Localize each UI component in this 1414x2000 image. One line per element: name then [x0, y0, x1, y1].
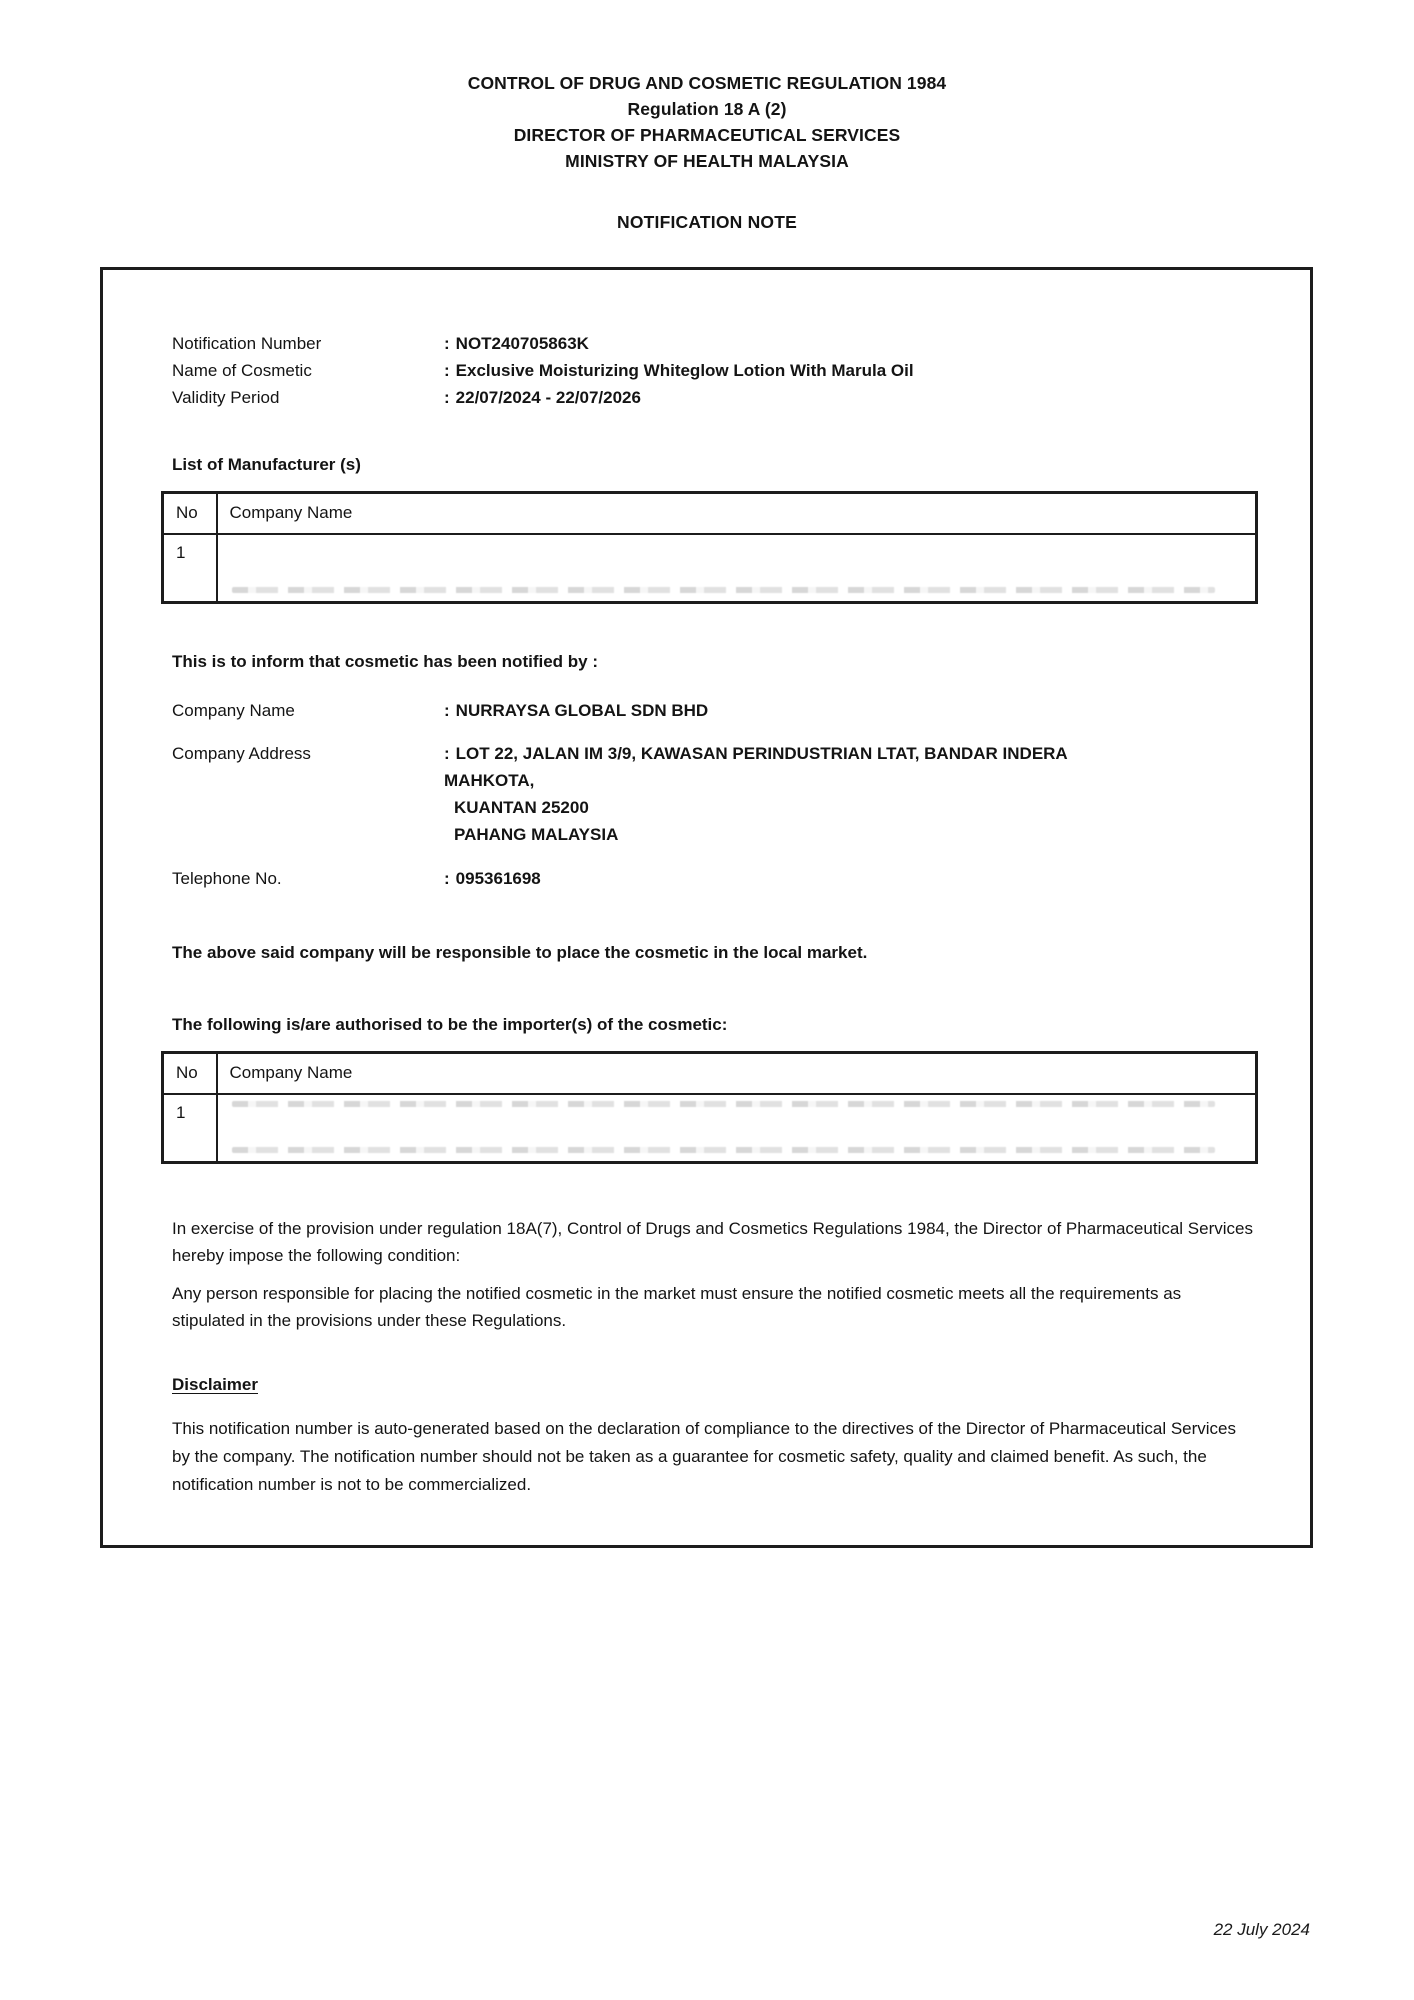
document-title: NOTIFICATION NOTE	[616, 212, 797, 232]
importer-table-header-row	[163, 1053, 1257, 1094]
header-line-ministry: MINISTRY OF HEALTH MALAYSIA	[565, 151, 849, 171]
redacted-text	[232, 587, 1216, 593]
cosmetic-name-label: Name of Cosmetic	[172, 361, 312, 380]
header-line-regulation-clause: Regulation 18 A (2)	[627, 99, 787, 119]
company-address-label: Company Address	[172, 744, 311, 763]
importer-company-header: Company Name	[217, 1053, 1257, 1094]
company-name-value: : NURRAYSA GLOBAL SDN BHD	[444, 701, 709, 720]
manufacturer-company-header: Company Name	[217, 493, 1257, 534]
notification-details	[172, 330, 1253, 411]
telephone-row	[172, 865, 1253, 892]
notified-by-intro: This is to inform that cosmetic has been notified by :	[172, 652, 598, 671]
redacted-text	[232, 1101, 1216, 1107]
validity-period-label: Validity Period	[172, 388, 280, 407]
importer-company-cell	[217, 1094, 1257, 1163]
colon: :	[444, 361, 450, 380]
address-line-1: : LOT 22, JALAN IM 3/9, KAWASAN PERINDUSTRIAN LTAT, BANDAR INDERA	[444, 744, 1068, 763]
manufacturer-table-row	[163, 534, 1257, 603]
colon: :	[444, 334, 450, 353]
document-header	[0, 0, 1414, 174]
importer-table-row	[163, 1094, 1257, 1163]
notification-number-value: : NOT240705863K	[444, 334, 589, 353]
company-name-label: Company Name	[172, 701, 295, 720]
notification-number-row	[172, 330, 1253, 357]
manufacturer-table-header-row	[163, 493, 1257, 534]
telephone-label: Telephone No.	[172, 869, 282, 888]
notification-box	[100, 267, 1313, 1548]
disclaimer-title: Disclaimer	[172, 1375, 258, 1394]
header-line-regulation-act: CONTROL OF DRUG AND COSMETIC REGULATION 1984	[467, 73, 947, 93]
cosmetic-name-row	[172, 357, 1253, 384]
company-address-value	[444, 740, 1253, 848]
footer-date: 22 July 2024	[1213, 1920, 1310, 1939]
validity-period-value: : 22/07/2024 - 22/07/2026	[444, 388, 641, 407]
manufacturer-no-header: No	[163, 493, 217, 534]
telephone-value: : 095361698	[444, 869, 541, 888]
importer-no-header: No	[163, 1053, 217, 1094]
responsibility-statement: The above said company will be responsible to place the cosmetic in the local market.	[172, 943, 868, 962]
manufacturer-table	[161, 491, 1258, 604]
colon: :	[444, 388, 450, 407]
colon: :	[444, 869, 450, 888]
manufacturer-section-title: List of Manufacturer (s)	[172, 455, 361, 474]
importer-intro: The following is/are authorised to be the importer(s) of the cosmetic:	[172, 1015, 728, 1034]
address-line-3: KUANTAN 25200	[454, 798, 589, 817]
address-line-2: MAHKOTA,	[444, 771, 535, 790]
importer-row-number: 1	[163, 1094, 217, 1163]
cosmetic-name-value: : Exclusive Moisturizing Whiteglow Lotion With Marula Oil	[444, 361, 914, 380]
validity-period-row	[172, 384, 1253, 411]
header-line-director: DIRECTOR OF PHARMACEUTICAL SERVICES	[513, 125, 901, 145]
redacted-text	[232, 1147, 1216, 1153]
disclaimer-body: This notification number is auto-generated based on the declaration of compliance to the directives of the Director of Pharmaceutical Services by the company. The notification number should not be taken as a guarantee for cosmetic safety, quality and claimed benefit. As such, the notification number is not to be commercialized.	[172, 1419, 1237, 1494]
company-address-row	[172, 740, 1253, 848]
notification-number-label: Notification Number	[172, 334, 322, 353]
colon: :	[444, 701, 450, 720]
company-name-row	[172, 697, 1253, 724]
manufacturer-row-number: 1	[163, 534, 217, 603]
condition-paragraph-2: Any person responsible for placing the notified cosmetic in the market must ensure the notified cosmetic meets all the requirements as stipulated in the provisions under these Regulations.	[172, 1284, 1182, 1330]
importer-table	[161, 1051, 1258, 1164]
condition-paragraph-1: In exercise of the provision under regulation 18A(7), Control of Drugs and Cosmetics Regulations 1984, the Director of Pharmaceutical Services hereby impose the following condition:	[172, 1219, 1253, 1265]
manufacturer-company-cell	[217, 534, 1257, 603]
address-line-4: PAHANG MALAYSIA	[454, 825, 619, 844]
colon: :	[444, 744, 450, 763]
